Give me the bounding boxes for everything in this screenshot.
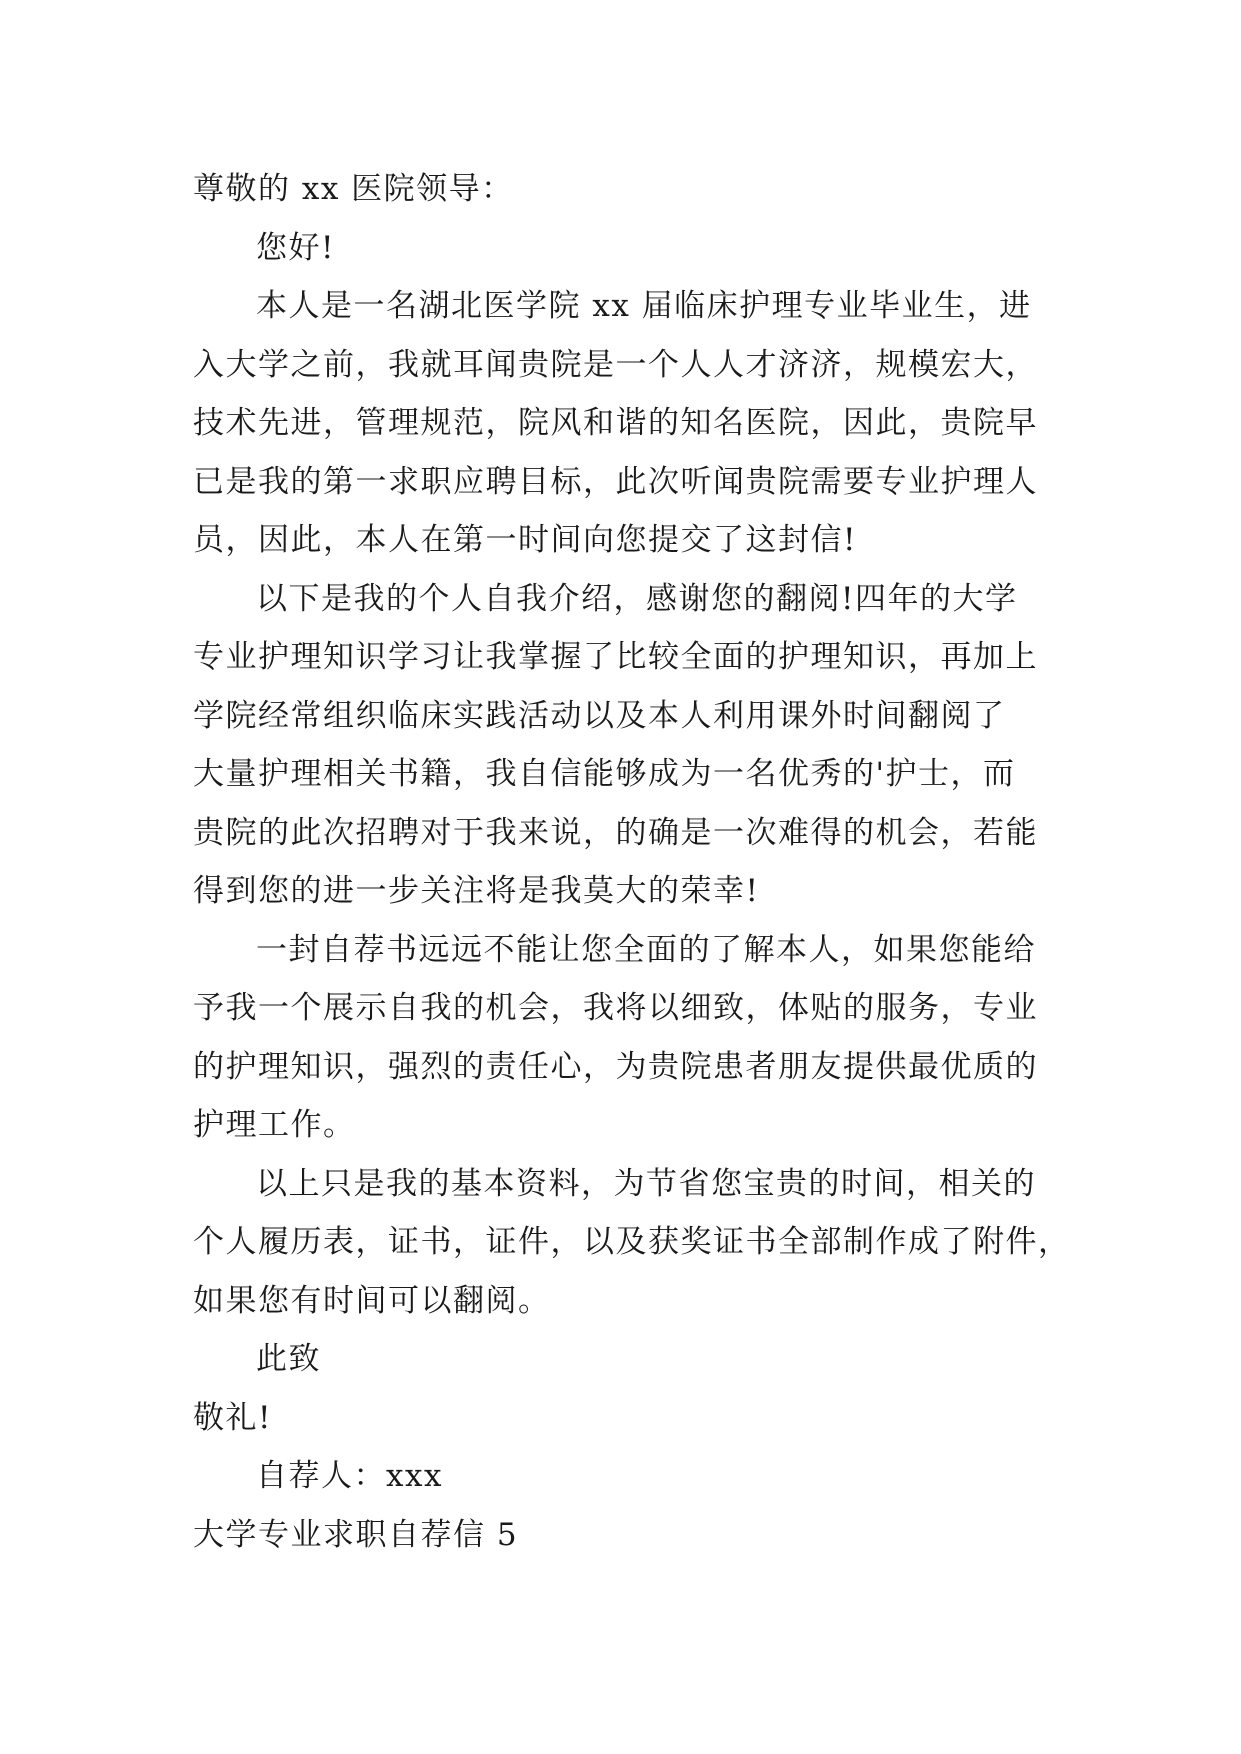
greeting: 您好! [256,229,335,266]
signature: 自荐人：xxx [256,1458,443,1494]
paragraph-line: 贵院的此次招聘对于我来说，的确是一次难得的机会，若能 [193,814,1038,851]
paragraph-line: 大量护理相关书籍，我自信能够成为一名优秀的'护士，而 [193,756,1016,792]
paragraph-3 [193,921,1063,1155]
paragraph-line: 如果您有时间可以翻阅。 [193,1282,551,1319]
paragraph-line: 本人是一名湖北医学院 xx 届临床护理专业毕业生，进 [256,288,1032,324]
paragraph-line: 个人履历表，证书，证件，以及获奖证书全部制作成了附件， [193,1224,1071,1260]
paragraph-line: 专业护理知识学习让我掌握了比较全面的护理知识，再加上 [193,639,1038,675]
paragraph-line: 护理工作。 [193,1107,356,1143]
letter-page [193,160,1071,1564]
salutation: 尊敬的 xx 医院领导： [193,171,514,207]
paragraph-line: 一封自荐书远远不能让您全面的了解本人，如果您能给 [256,931,1036,968]
paragraph-line: 的护理知识，强烈的责任心，为贵院患者朋友提供最优质的 [193,1048,1038,1085]
paragraph-1 [193,277,1063,570]
paragraph-4 [193,1155,1071,1331]
paragraph-2 [193,570,1063,921]
paragraph-line: 得到您的进一步关注将是我莫大的荣幸! [193,873,760,909]
paragraph-line: 已是我的第一求职应聘目标，此次听闻贵院需要专业护理人 [193,463,1038,500]
closing-line-2: 敬礼! [193,1399,272,1436]
paragraph-line: 以上只是我的基本资料，为节省您宝贵的时间，相关的 [256,1165,1036,1202]
paragraph-line: 以下是我的个人自我介绍，感谢您的翻阅!四年的大学 [256,580,1018,617]
paragraph-line: 技术先进，管理规范，院风和谐的知名医院，因此，贵院早 [193,405,1038,441]
paragraph-line: 员，因此，本人在第一时间向您提交了这封信! [193,522,857,558]
closing-line-1: 此致 [256,1341,321,1377]
paragraph-line: 予我一个展示自我的机会，我将以细致，体贴的服务，专业 [193,990,1038,1026]
paragraph-line: 入大学之前，我就耳闻贵院是一个人人才济济，规模宏大， [193,346,1038,383]
next-section-title: 大学专业求职自荐信 5 [193,1516,519,1553]
paragraph-line: 学院经常组织临床实践活动以及本人利用课外时间翻阅了 [193,697,1006,734]
